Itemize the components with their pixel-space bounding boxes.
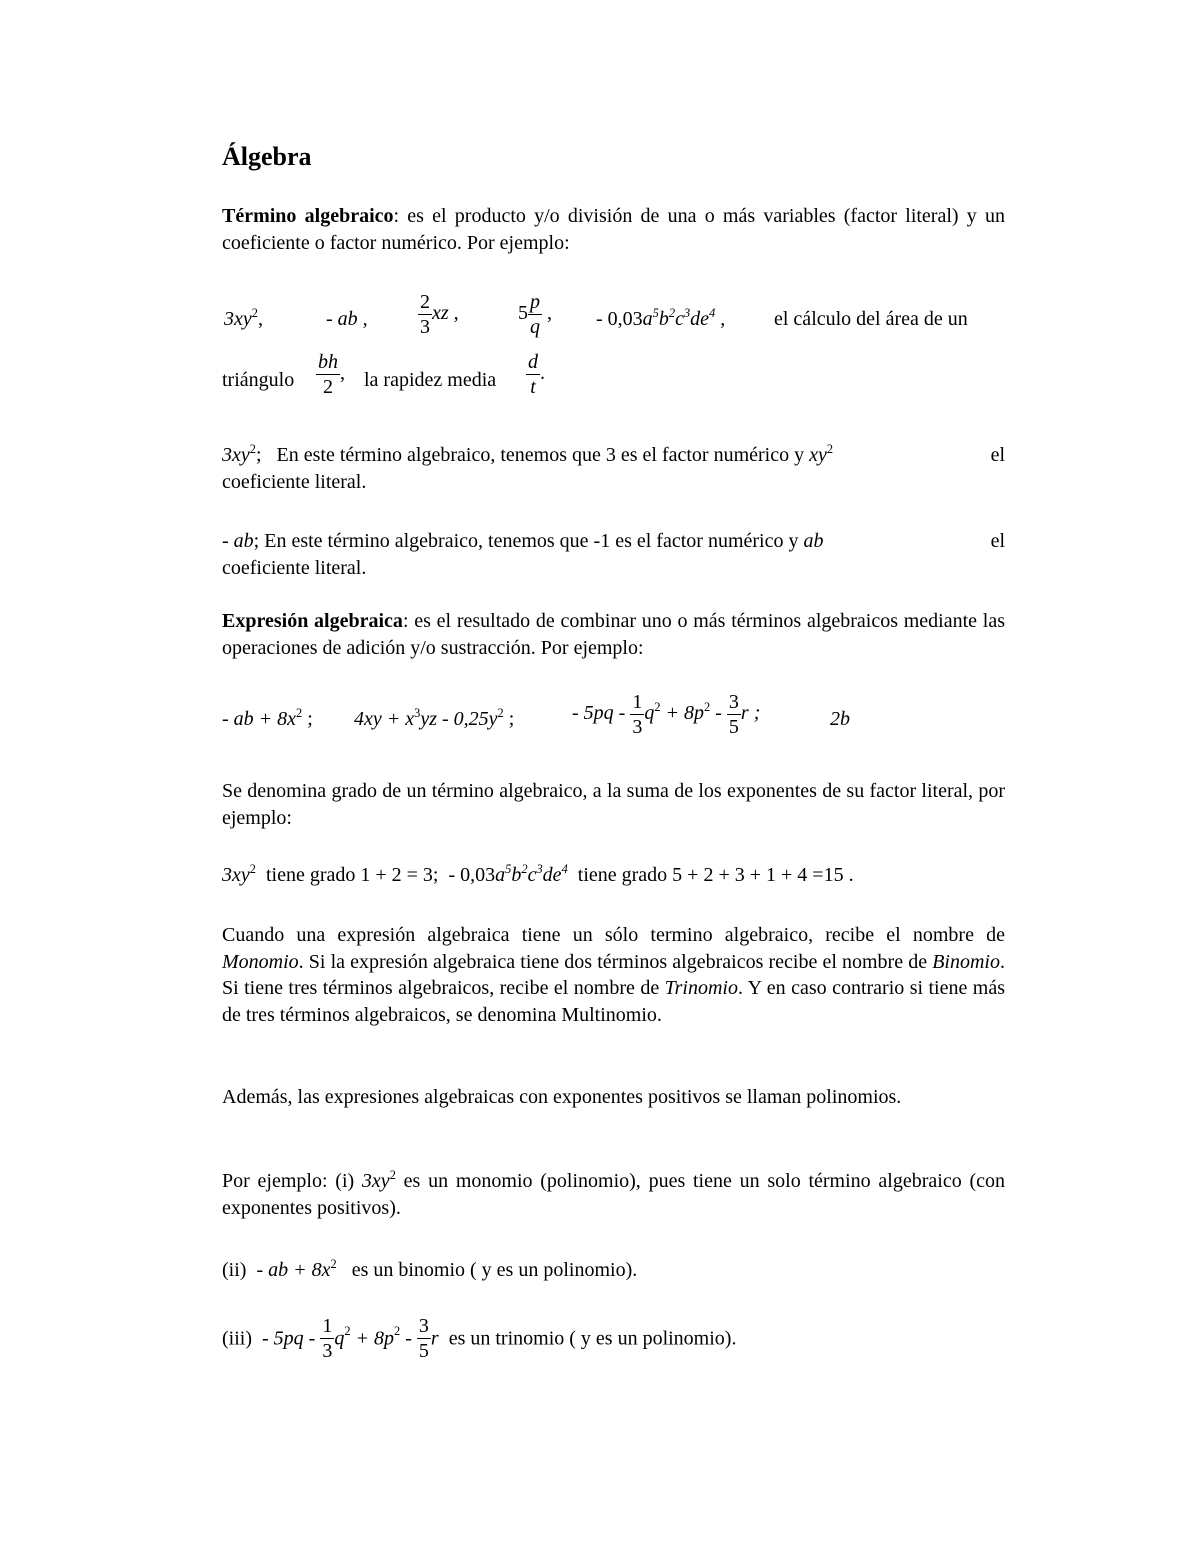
expr-2: $4xy + x^3yz - 0,25y^2$ ; [354, 705, 515, 730]
explanation-3xy2: $3xy^2$; En este término algebraico, tenemos que 3 es el factor numérico y $xy^2$ el coeficiente literal. [222, 441, 1005, 493]
page-title: Álgebra [222, 142, 312, 171]
explanation-ab: - ab; En este término algebraico, tenemos que -1 es el factor numérico y ab el coeficiente literal. [222, 530, 1005, 579]
termino-heading: Término algebraico [222, 205, 394, 227]
bh-over-2: $\frac{bh}{2}$ , [318, 351, 345, 398]
example-003-term: - $0,03a^5b^2c^3de^4$ , [596, 305, 726, 330]
cuando-paragraph: Cuando una expresión algebraica tiene un sólo termino algebraico, recibe el nombre de Monomio. Si la expresión algebraica tiene dos términos algebraicos recibe el nombre de Binomio. Si tiene tres términos algebraicos, recibe el nombre de Trinomio. Y en caso contrario si tiene más de tres términos algebraicos, se denomina Multinomio. [222, 924, 1005, 1026]
expr-3: - 5pq - $\frac{1}{3}$ $q^2 + 8p^2$ - $\frac{3}{5}$ r ; [572, 691, 761, 738]
ejemplo-i: Por ejemplo: (i) $3xy^2$ es un monomio (polinomio), pues tiene un solo término algebraico (con exponentes positivos). [222, 1167, 1006, 1219]
ejemplo-ii: (ii) - ab + $8x^2$ es un binomio ( y es un polinomio). [222, 1256, 638, 1281]
example-ab: - ab , [326, 308, 368, 330]
example-5p-over-q: 5 $\frac{p}{q}$ , [518, 291, 552, 338]
example-two-thirds-xz: $\frac{2}{3}$ xz , [420, 291, 459, 338]
expr-1: - ab + $8x^2$ ; [222, 705, 313, 730]
examples-tail-text: el cálculo del área de un [774, 308, 968, 330]
grado-definition: Se denomina grado de un término algebraico, a la suma de los exponentes de su factor literal, por ejemplo: [222, 780, 1005, 829]
expr-4: 2b [830, 708, 850, 730]
ademas-paragraph: Además, las expresiones algebraicas con exponentes positivos se llaman polinomios. [222, 1086, 902, 1108]
example-3xy2: $3xy^2$, [224, 305, 263, 330]
termino-text: : es el producto y/o división de una o más variables (factor literal) y un coeficiente o factor numérico. Por ejemplo: [222, 205, 1005, 254]
d-over-t: $\frac{d}{t}$ . [528, 351, 545, 398]
triangulo-label: triángulo [222, 369, 295, 391]
rapidez-label: la rapidez media [364, 369, 497, 391]
ejemplo-iii: (iii) - 5pq - $\frac{1}{3}$ $q^2 + 8p^2$ - $\frac{3}{5}$ r es un trinomio ( y es un polinomio). [222, 1315, 737, 1362]
expresion-heading: Expresión algebraica [222, 610, 403, 632]
grado-example: $3xy^2$ tiene grado 1 + 2 = 3; - $0,03a^5b^2c^3de^4$ tiene grado 5 + 2 + 3 + 1 + 4 =15 . [222, 861, 854, 886]
termino-definition [222, 203, 1005, 256]
expresion-definition: Expresión algebraica: es el resultado de combinar uno o más términos algebraicos mediante las operaciones de adición y/o sustracción. Por ejemplo: [222, 610, 1006, 659]
